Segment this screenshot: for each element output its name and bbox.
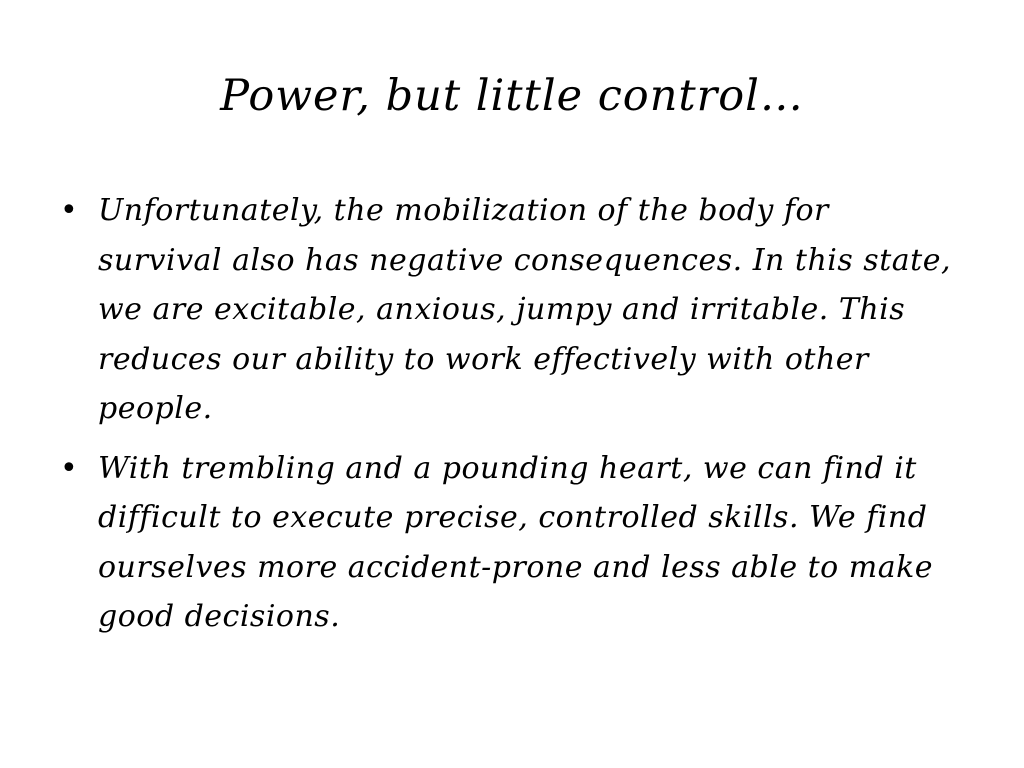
slide-title: Power, but little control…	[220, 71, 804, 121]
bullet-marker: •	[60, 193, 79, 228]
bullet-text: With trembling and a pounding heart, we can find it difficult to execute precise, controlled skills. We find ourselves more accident-prone and less able to make good decisions.	[98, 450, 934, 634]
bullet-list	[60, 186, 960, 652]
bullet-item	[60, 444, 960, 642]
bullet-text: Unfortunately, the mobilization of the body for survival also has negative consequences. In this state, we are excitable, anxious, jumpy and irritable. This reduces our ability to work effectively with other people.	[98, 193, 951, 426]
bullet-item	[60, 186, 960, 434]
bullet-marker: •	[60, 450, 79, 486]
